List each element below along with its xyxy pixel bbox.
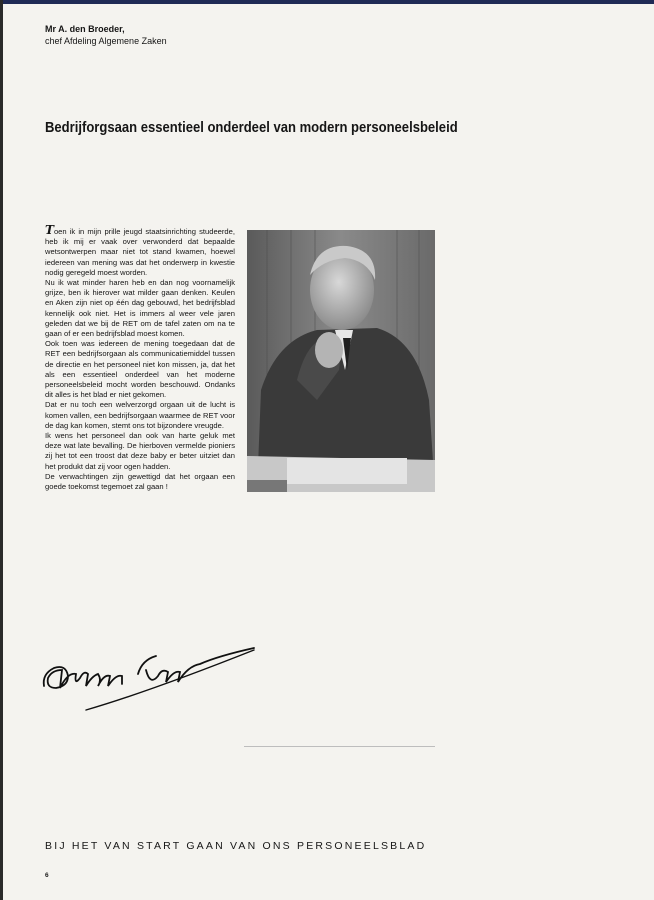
author-name: Mr A. den Broeder, xyxy=(45,24,125,34)
portrait-illustration xyxy=(247,230,435,492)
article-paragraph: Nu ik wat minder haren heb en dan nog voornamelijk grijze, ben ik hierover wat milder gaan denken. Keulen en Aken zijn niet op één dag gebouwd, het bedrijfsblad kennelijk ook niet. Het is immers al weer vele jaren geleden dat we bij de RET om de tafel zaten om na te gaan of er een bedrijfsblad moest komen. xyxy=(45,278,235,339)
article-paragraph-text: oen ik in mijn prille jeugd staatsinrichting studeerde, heb ik mij er vaak over verwonderd dat bepaalde wetsontwerpen maar niet tot stand kwamen, hoewel iedereen van mening was dat het onderwerp in kwestie nodig geregeld moest worden. xyxy=(45,227,235,277)
author-portrait-photo xyxy=(247,230,435,492)
divider-line xyxy=(244,746,435,747)
article-body xyxy=(45,225,235,492)
page-binding-edge xyxy=(0,0,3,900)
article-paragraph: Dat er nu toch een welverzorgd orgaan uit de lucht is komen vallen, een bedrijfsorgaan waarmee de RET voor de dag kan komen, stemt ons tot bijzondere vreugde. xyxy=(45,400,235,430)
drop-cap: T xyxy=(45,223,54,237)
article-headline: Bedrijforgsaan essentieel onderdeel van modern personeelsbeleid xyxy=(45,120,458,136)
signature-drawing xyxy=(38,630,268,720)
page-number: 6 xyxy=(45,872,49,879)
article-paragraph: Ik wens het personeel dan ook van harte geluk met deze wat late bevalling. De hierboven vermelde pioniers zij het tot een troost dat deze baby er beter uitziet dan het produkt dat zij voor ogen hadden. xyxy=(45,431,235,471)
top-edge-bar xyxy=(0,0,654,4)
author-role: chef Afdeling Algemene Zaken xyxy=(45,36,167,46)
handwritten-signature xyxy=(38,630,268,720)
section-footer-title: BIJ HET VAN START GAAN VAN ONS PERSONEELSBLAD xyxy=(45,840,427,852)
article-paragraph: De verwachtingen zijn gewettigd dat het orgaan een goede toekomst tegemoet zal gaan ! xyxy=(45,471,235,492)
article-paragraph: Ook toen was iedereen de mening toegedaan dat de RET een bedrijfsorgaan als communicatiemiddel tussen de directie en het personeel niet kon missen, ja, dat het als een essentieel onderdeel van het moderne personeelsbeleid mocht worden beschouwd. Ondanks dit alles is het blad er niet gekomen. xyxy=(45,339,235,400)
article-paragraph xyxy=(45,225,235,278)
